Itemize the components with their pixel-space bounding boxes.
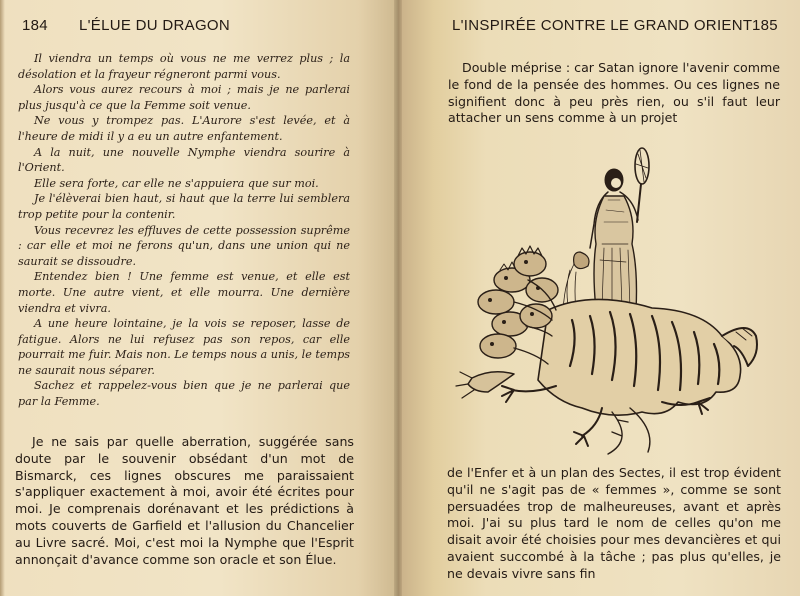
woman-on-dragon-icon (452, 140, 762, 455)
quote-paragraph: Ne vous y trompez pas. L'Aurore s'est levée, et à l'heure de midi il y a eu un autre enfantement. (18, 114, 350, 143)
quote-paragraph: Entendez bien ! Une femme est venue, et elle est morte. Une autre vient, et elle mourra. Une dernière viendra et vivra. (18, 270, 350, 315)
quote-paragraph: Je l'élèverai bien haut, si haut que la terre lui semblera trop petite pour la contenir. (18, 192, 350, 221)
quote-paragraph: Elle sera forte, car elle ne s'appuiera que sur moi. (34, 176, 319, 190)
spirit-message-quote (18, 51, 350, 410)
right-running-head: L'INSPIRÉE CONTRE LE GRAND ORIENT (452, 17, 753, 34)
left-running-head: L'ÉLUE DU DRAGON (79, 17, 231, 34)
quote-paragraph: A une heure lointaine, je la vois se reposer, lasse de fatigue. Alors ne lui refusez pas son repos, car elle pourrait me fuir. Mais non. Le temps nous a unis, le temps ne saurait nous séparer. (18, 317, 350, 377)
quote-paragraph: Sachez et rappelez-vous bien que je ne parlerai que par la Femme. (18, 379, 350, 409)
left-page-number: 184 (22, 17, 48, 34)
quote-paragraph: Vous recevrez les effluves de cette possession suprême : car elle et moi ne ferons qu'un, dans une union qui ne saurait se dissoudre. (18, 223, 350, 268)
right-paragraph-after-figure: de l'Enfer et à un plan des Sectes, il est trop évident qu'il ne s'agit pas de « femmes », comme se sont persuadées trop de malheureuses, avant et après moi. J'ai su plus tard le nom de celles qu'on me disait avoir été choisies pour mes devancières et qui avaient succombé à la tâche ; pas plus qu'elles, je ne devais vivre sans fin (447, 465, 781, 581)
right-page-number: 185 (752, 17, 778, 34)
quote-paragraph: A la nuit, une nouvelle Nymphe viendra sourire à l'Orient. (18, 145, 350, 175)
left-page (0, 0, 398, 596)
quote-paragraph: Alors vous aurez recours à moi ; mais je ne parlerai plus jusqu'à ce que la Femme soit venue. (18, 83, 350, 112)
right-paragraph-before-figure: Double méprise : car Satan ignore l'avenir comme le fond de la pensée des hommes. Ou ces lignes ne signifient donc à peu près rien, ou s'il faut leur attacher un sens comme à un projet (448, 60, 780, 126)
quote-paragraph: Il viendra un temps où vous ne me verrez plus ; la désolation et la frayeur régneront parmi vous. (18, 52, 350, 81)
book-gutter (394, 0, 402, 596)
page-edge-shadow (0, 0, 5, 596)
left-body-paragraph: Je ne sais par quelle aberration, suggérée sans doute par le souvenir obsédant d'un mot de Bismarck, ces lignes obscures me paraissaient s'appliquer exactement à moi, avoir été écrites pour moi. Je comprenais dorénavant et les prédictions à mots couverts de Garfield et l'allusion du Chancelier au Livre sacré. Moi, c'est moi la Nymphe que l'Esprit annonçait d'avance comme son oracle et son Élue. (15, 434, 354, 567)
